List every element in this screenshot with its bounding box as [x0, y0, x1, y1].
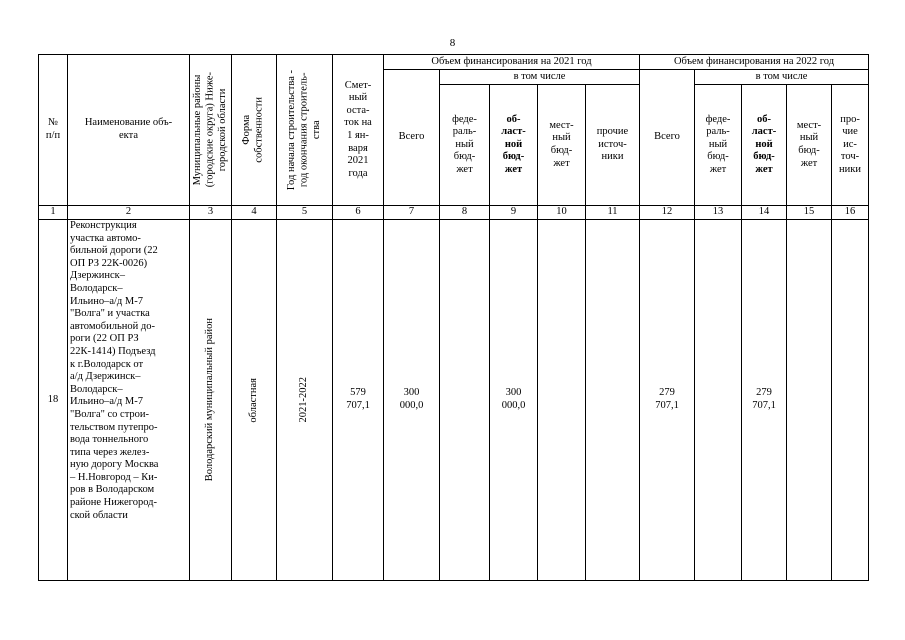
- header-municipal-cell: [190, 55, 232, 206]
- estimate-balance: 579 707,1: [333, 220, 384, 581]
- other-2021: [586, 220, 640, 581]
- construction-years: 2021-2022: [298, 377, 310, 423]
- budget-table: [38, 54, 869, 581]
- row-number: 18: [39, 220, 68, 581]
- header-regional-2022: об- ласт- ной бюд- жет: [742, 85, 787, 206]
- header-regional-2021: об- ласт- ной бюд- жет: [490, 85, 538, 206]
- regional-2021: 300 000,0: [490, 220, 538, 581]
- regional-2022: 279 707,1: [742, 220, 787, 581]
- local-2022: [787, 220, 832, 581]
- municipal-district-cell: [190, 220, 232, 581]
- object-name: Реконструкция участка автомо- бильной дороги (22 ОП РЗ 22К-0026) Дзержинск– Володарск– Ильино–а/д М-7 "Волга" и участка автомобильной до- роги (22 ОП РЗ 22К-1414) Подъезд к г.Володарск от а/д Дзержинск– Володарск– Ильино–а/д М-7 "Волга" со строи- тельством путепро- вода тоннельного типа через желез- ную дорогу Москва – Н.Новгород – Ки- ров в Володарском районе Нижегород- ской области: [68, 220, 190, 581]
- column-number: 12: [640, 206, 695, 220]
- column-number: 5: [277, 206, 333, 220]
- header-years-cell: [277, 55, 333, 206]
- column-number: 9: [490, 206, 538, 220]
- column-number: 3: [190, 206, 232, 220]
- header-total-2022: Всего: [640, 70, 695, 206]
- column-number: 15: [787, 206, 832, 220]
- column-number-row: [39, 206, 869, 220]
- column-number: 4: [232, 206, 277, 220]
- column-number: 6: [333, 206, 384, 220]
- header-local-2022: мест- ный бюд- жет: [787, 85, 832, 206]
- header-estimate: Смет- ный оста- ток на 1 ян- варя 2021 года: [333, 55, 384, 206]
- header-federal-2021: феде- раль- ный бюд- жет: [440, 85, 490, 206]
- other-2022: [832, 220, 869, 581]
- federal-2021: [440, 220, 490, 581]
- construction-years-cell: [277, 220, 333, 581]
- page-number: 8: [449, 37, 456, 49]
- total-2021: 300 000,0: [384, 220, 440, 581]
- column-number: 16: [832, 206, 869, 220]
- column-number: 1: [39, 206, 68, 220]
- header-ownership: Форма собственности: [241, 97, 265, 163]
- column-number: 7: [384, 206, 440, 220]
- column-number: 10: [538, 206, 586, 220]
- municipal-district: Володарский муниципальный район: [204, 318, 216, 482]
- header-including-2021: в том числе: [440, 70, 640, 85]
- header-years: Год начала строительства - год окончания строитель- ства: [285, 69, 322, 191]
- header-fin-2021: Объем финансирования на 2021 год: [384, 55, 640, 70]
- header-other-2022: про- чие ис- точ- ники: [832, 85, 869, 206]
- header-including-2022: в том числе: [695, 70, 869, 85]
- header-municipal: Муниципальные районы (городские округа) Ниже- городской области: [191, 72, 228, 188]
- federal-2022: [695, 220, 742, 581]
- header-ownership-cell: [232, 55, 277, 206]
- header-local-2021: мест- ный бюд- жет: [538, 85, 586, 206]
- local-2021: [538, 220, 586, 581]
- column-number: 11: [586, 206, 640, 220]
- header-federal-2022: феде- раль- ный бюд- жет: [695, 85, 742, 206]
- column-number: 2: [68, 206, 190, 220]
- table-row: [39, 220, 869, 581]
- ownership-form: областная: [247, 377, 259, 423]
- header-other-2021: прочие источ- ники: [586, 85, 640, 206]
- header-num: № п/п: [39, 55, 68, 206]
- ownership-form-cell: [232, 220, 277, 581]
- total-2022: 279 707,1: [640, 220, 695, 581]
- column-number: 13: [695, 206, 742, 220]
- header-total-2021: Всего: [384, 70, 440, 206]
- header-fin-2022: Объем финансирования на 2022 год: [640, 55, 869, 70]
- column-number: 14: [742, 206, 787, 220]
- column-number: 8: [440, 206, 490, 220]
- header-name: Наименование объ- екта: [68, 55, 190, 206]
